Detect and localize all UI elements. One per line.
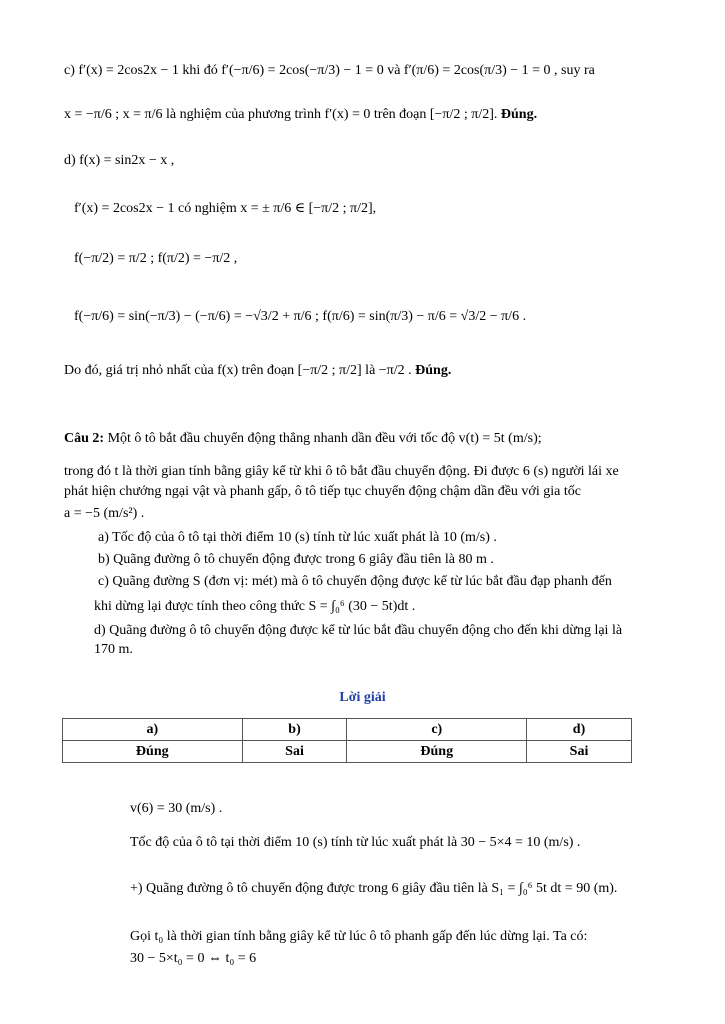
- answer-table-header-c: c): [347, 719, 527, 741]
- solution-heading: Lời giải: [339, 690, 386, 705]
- part-c-line-1: c) f′(x) = 2cos2x − 1 khi đó f′(−π/6) = 2cos(−π/3) − 1 = 0 và f′(π/6) = 2cos(π/3) − 1 = 0 , suy ra: [64, 63, 595, 78]
- question-2-item-a: a) Tốc độ của ô tô tại thời điểm 10 (s) tính từ lúc xuất phát là 10 (m/s) .: [98, 530, 497, 545]
- answer-table-cell-b: Sai: [242, 741, 347, 763]
- part-d-conclusion: [64, 362, 451, 380]
- question-2-item-c-line-1: c) Quãng đường S (đơn vị: mét) mà ô tô chuyển động được kể từ lúc bắt đầu đạp phanh đến: [98, 574, 612, 589]
- part-d-line-3: f(−π/2) = π/2 ; f(π/2) = −π/2 ,: [74, 251, 238, 266]
- part-d-verdict: Đúng.: [415, 363, 452, 378]
- question-2-label: Câu 2:: [64, 431, 105, 446]
- answer-table-answer-row: [63, 741, 632, 763]
- part-c-line-2: [64, 106, 537, 124]
- part-d-line-2: f′(x) = 2cos2x − 1 có nghiệm x = ± π/6 ∈ [−π/2 ; π/2],: [74, 201, 377, 216]
- part-c-verdict: Đúng.: [500, 107, 538, 122]
- solution-line-5: 30 − 5×t₀ = 0 ⇔ t₀ = 6: [130, 951, 257, 966]
- question-2-line-4: a = −5 (m/s²) .: [64, 506, 145, 521]
- answer-table-cell-c: Đúng: [347, 741, 527, 763]
- question-2-line-1: [64, 430, 542, 448]
- question-2-item-b: b) Quãng đường ô tô chuyển động được trong 6 giây đầu tiên là 80 m .: [98, 552, 494, 567]
- answer-table: [62, 718, 632, 763]
- answer-table-header-row: [63, 719, 632, 741]
- solution-line-3: +) Quãng đường ô tô chuyển động được trong 6 giây đầu tiên là S₁ = ∫₀⁶ 5t dt = 90 (m).: [130, 881, 618, 896]
- question-2-item-c-line-2: khi dừng lại được tính theo công thức S = ∫₀⁶ (30 − 5t)dt .: [94, 599, 416, 614]
- question-2-item-d-line-1: d) Quãng đường ô tô chuyển động được kể từ lúc bắt đầu chuyển động cho đến khi dừng lại là: [94, 623, 623, 638]
- part-d-line-1: d) f(x) = sin2x − x ,: [64, 153, 175, 168]
- answer-table-header-d: d): [527, 719, 632, 741]
- part-c-text: x = −π/6 ; x = π/6 là nghiệm của phương trình f′(x) = 0 trên đoạn [−π/2 ; π/2].: [64, 107, 498, 122]
- question-2-text: Một ô tô bắt đầu chuyển động thẳng nhanh dần đều với tốc độ v(t) = 5t (m/s);: [107, 431, 542, 446]
- solution-line-2: Tốc độ của ô tô tại thời điểm 10 (s) tính từ lúc xuất phát là 30 − 5×4 = 10 (m/s) .: [130, 835, 581, 850]
- answer-table-cell-d: Sai: [527, 741, 632, 763]
- solution-line-1: v(6) = 30 (m/s) .: [130, 801, 223, 816]
- solution-line-4: Gọi t₀ là thời gian tính bằng giây kể từ lúc ô tô phanh gấp đến lúc dừng lại. Ta có:: [130, 929, 588, 944]
- question-2-line-2: trong đó t là thời gian tính bằng giây kể từ khi ô tô bắt đầu chuyển động. Đi được 6 (s) người lái xe: [64, 464, 619, 479]
- answer-table-cell-a: Đúng: [63, 741, 243, 763]
- part-d-line-4: f(−π/6) = sin(−π/3) − (−π/6) = −√3/2 + π/6 ; f(π/6) = sin(π/3) − π/6 = √3/2 − π/6 .: [74, 309, 527, 324]
- part-d-conclusion-text: Do đó, giá trị nhỏ nhất của f(x) trên đoạn [−π/2 ; π/2] là −π/2 .: [64, 363, 412, 378]
- question-2-item-d-line-2: 170 m.: [94, 642, 133, 657]
- answer-table-header-a: a): [63, 719, 243, 741]
- question-2-line-3: phát hiện chướng ngại vật và phanh gấp, ô tô tiếp tục chuyển động chậm dần đều với gia tốc: [64, 484, 581, 499]
- answer-table-header-b: b): [242, 719, 347, 741]
